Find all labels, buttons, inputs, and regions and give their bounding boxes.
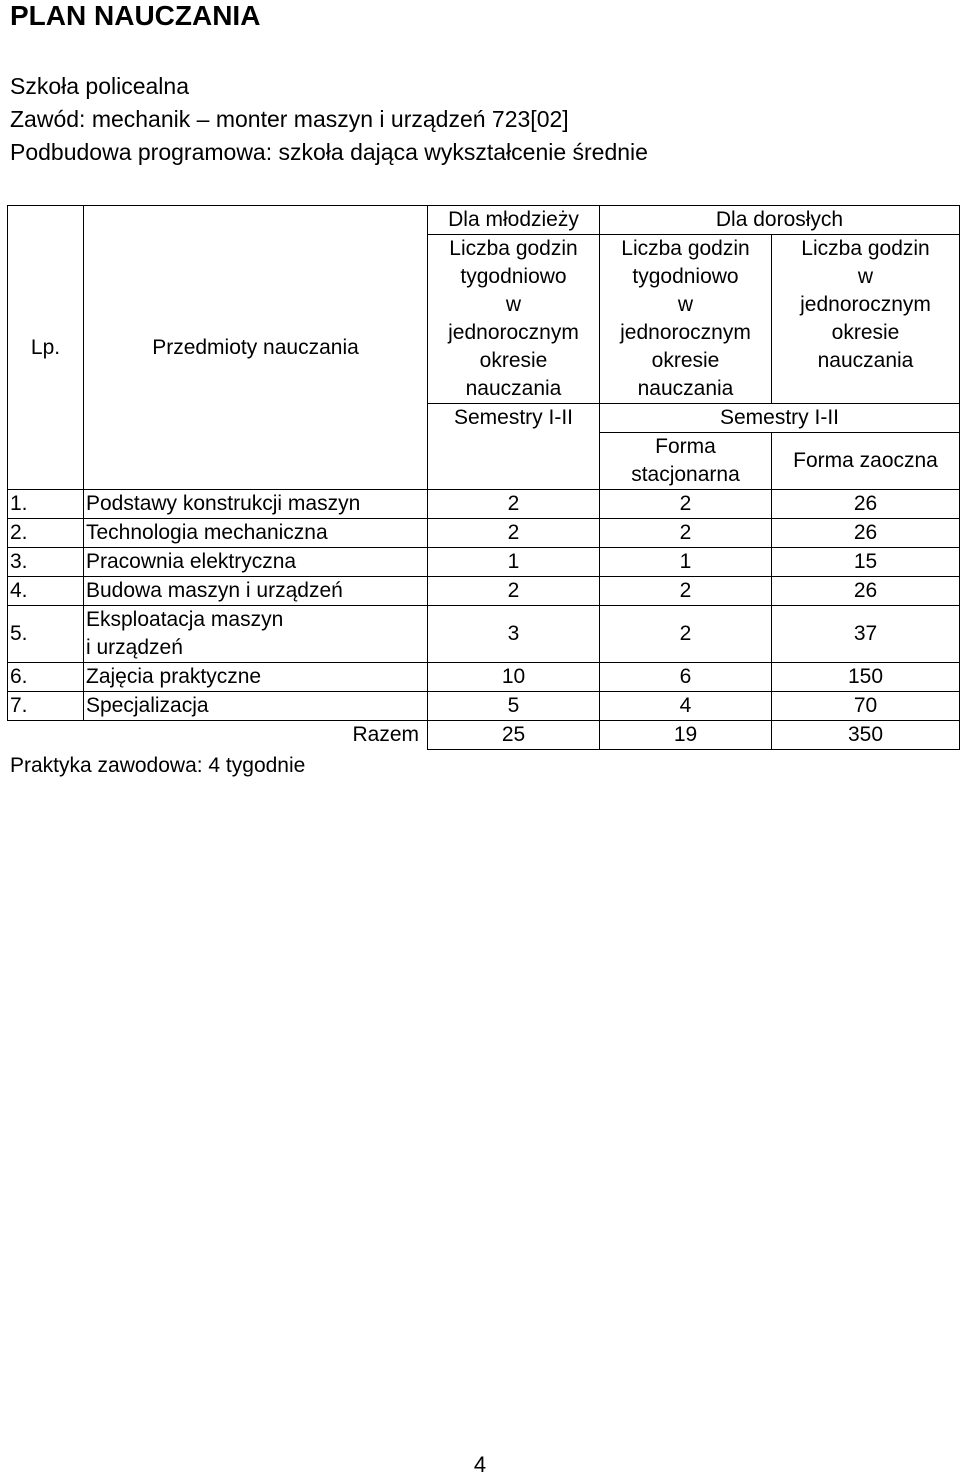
total-extramural-hours: 350 <box>772 721 960 750</box>
extramural-hours: 26 <box>772 519 960 548</box>
stationary-hours: 6 <box>600 663 772 692</box>
youth-hours: 1 <box>428 548 600 577</box>
adults-header: Dla dorosłych <box>600 206 960 235</box>
stationary-hours: 1 <box>600 548 772 577</box>
row-number: 5. <box>8 606 84 663</box>
page-number: 4 <box>473 1452 487 1477</box>
page-title: PLAN NAUCZANIA <box>10 0 261 31</box>
table-row <box>8 606 960 663</box>
subject-name: Specjalizacja <box>84 692 428 721</box>
subject-name: Budowa maszyn i urządzeń <box>84 577 428 606</box>
stationary-hours: 4 <box>600 692 772 721</box>
total-row <box>8 721 960 750</box>
row-number: 6. <box>8 663 84 692</box>
school-type: Szkoła policealna <box>10 73 190 99</box>
extramural-hours: 70 <box>772 692 960 721</box>
extramural-hours: 26 <box>772 577 960 606</box>
extramural-hours: 37 <box>772 606 960 663</box>
table-row <box>8 519 960 548</box>
form-stationary-header: Forma stacjonarna <box>600 433 772 490</box>
subject-name: Technologia mechaniczna <box>84 519 428 548</box>
subject-name: Zajęcia praktyczne <box>84 663 428 692</box>
youth-hours: 2 <box>428 577 600 606</box>
stationary-hours: 2 <box>600 519 772 548</box>
table-row <box>8 548 960 577</box>
stationary-hours: 2 <box>600 577 772 606</box>
youth-hours: 10 <box>428 663 600 692</box>
subject-name: Podstawy konstrukcji maszyn <box>84 490 428 519</box>
adults-total-hours-header: Liczba godzin w jednorocznym okresie nauczania <box>772 235 960 404</box>
total-stationary-hours: 19 <box>600 721 772 750</box>
practice-note: Praktyka zawodowa: 4 tygodnie <box>10 754 306 777</box>
adults-semesters-header: Semestry I-II <box>600 404 960 433</box>
youth-hours: 2 <box>428 490 600 519</box>
row-number: 7. <box>8 692 84 721</box>
plan-info <box>10 70 648 169</box>
youth-header: Dla młodzieży <box>428 206 600 235</box>
adults-weekly-hours-header: Liczba godzin tygodniowo w jednorocznym okresie nauczania <box>600 235 772 404</box>
stationary-hours: 2 <box>600 490 772 519</box>
subject-name: Eksploatacja maszyn i urządzeń <box>84 606 428 663</box>
table-row <box>8 577 960 606</box>
row-number: 3. <box>8 548 84 577</box>
lp-header: Lp. <box>8 206 84 490</box>
stationary-hours: 2 <box>600 606 772 663</box>
youth-hours: 5 <box>428 692 600 721</box>
subjects-header: Przedmioty nauczania <box>84 206 428 490</box>
curriculum-table <box>7 205 960 750</box>
profession: Zawód: mechanik – monter maszyn i urządzeń 723[02] <box>10 106 569 132</box>
youth-hours: 2 <box>428 519 600 548</box>
table-row <box>8 490 960 519</box>
subject-name: Pracownia elektryczna <box>84 548 428 577</box>
row-number: 4. <box>8 577 84 606</box>
youth-hours-header: Liczba godzin tygodniowo w jednorocznym okresie nauczania <box>428 235 600 404</box>
table-row <box>8 663 960 692</box>
youth-semesters-header: Semestry I-II <box>428 404 600 490</box>
total-label: Razem <box>84 721 428 750</box>
total-youth-hours: 25 <box>428 721 600 750</box>
extramural-hours: 150 <box>772 663 960 692</box>
extramural-hours: 26 <box>772 490 960 519</box>
row-number: 2. <box>8 519 84 548</box>
extramural-hours: 15 <box>772 548 960 577</box>
row-number: 1. <box>8 490 84 519</box>
table-row <box>8 692 960 721</box>
youth-hours: 3 <box>428 606 600 663</box>
form-extramural-header: Forma zaoczna <box>772 433 960 490</box>
program-base: Podbudowa programowa: szkoła dająca wykształcenie średnie <box>10 139 648 165</box>
